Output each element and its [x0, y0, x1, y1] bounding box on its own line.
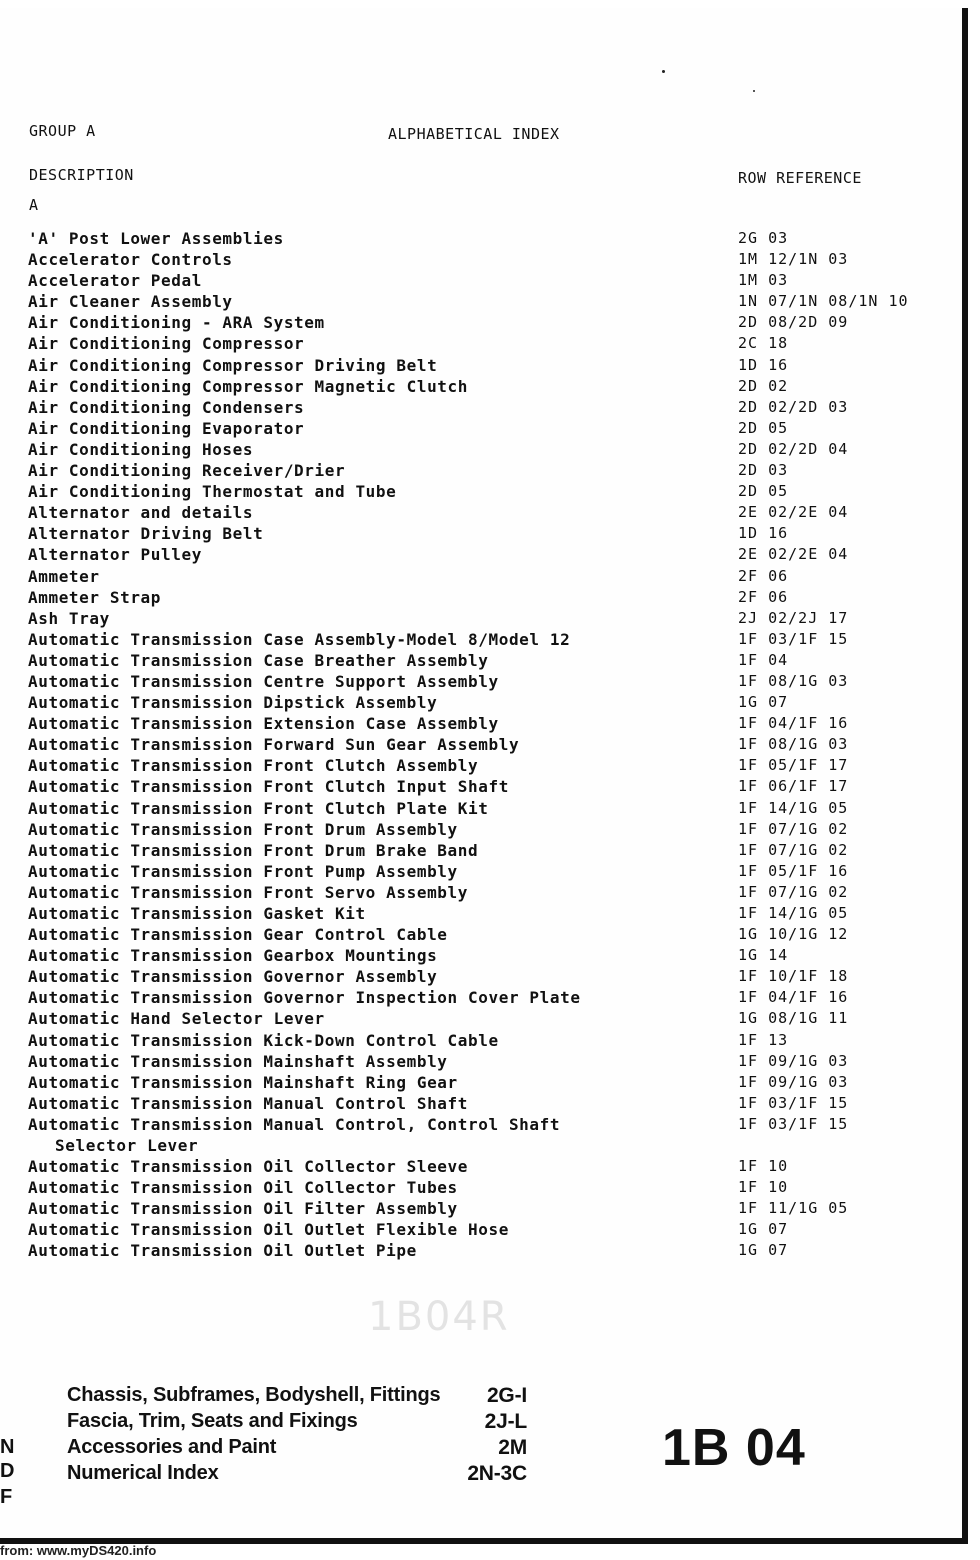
- entry-description-continuation: Selector Lever: [55, 1135, 199, 1155]
- entry-row-reference: 1G 10/1G 12: [738, 925, 849, 944]
- index-entry: [0, 1198, 962, 1219]
- index-entry: [0, 376, 962, 397]
- index-entry: [0, 650, 962, 671]
- entry-row-reference: 1F 07/1G 02: [738, 882, 849, 901]
- entry-description: Automatic Transmission Governor Assembly: [28, 967, 438, 987]
- entry-description: Air Conditioning Hoses: [28, 439, 254, 459]
- index-entry: [0, 1219, 962, 1240]
- entry-description: Air Conditioning - ARA System: [28, 313, 325, 333]
- entry-row-reference: 1D 16: [738, 524, 789, 543]
- entry-description: Automatic Transmission Oil Outlet Pipe: [28, 1241, 417, 1261]
- entry-description: Air Conditioning Thermostat and Tube: [28, 482, 397, 502]
- entry-description: Automatic Transmission Front Clutch Plate Kit: [28, 798, 489, 818]
- entry-description: Automatic Transmission Oil Filter Assembly: [28, 1199, 458, 1219]
- index-entry: [0, 882, 962, 903]
- entry-description: Air Cleaner Assembly: [28, 292, 233, 312]
- entry-description: Automatic Transmission Extension Case Assembly: [28, 714, 499, 734]
- index-entry: [0, 1072, 962, 1093]
- section-letter: A: [29, 196, 39, 214]
- footer-row: [67, 1384, 537, 1410]
- index-entry: [0, 439, 962, 460]
- entry-row-reference: 1G 08/1G 11: [738, 1009, 849, 1028]
- reference-column-header: ROW REFERENCE: [738, 169, 862, 187]
- entry-row-reference: 1F 09/1G 03: [738, 1051, 849, 1070]
- footer-code: 2J-L: [484, 1410, 527, 1433]
- section-footer: [67, 1384, 537, 1488]
- speck: [753, 90, 755, 92]
- index-entry: [0, 566, 962, 587]
- entry-description: 'A' Post Lower Assemblies: [28, 229, 284, 248]
- entry-description: Automatic Transmission Front Clutch Assembly: [28, 756, 479, 776]
- entry-description: Automatic Transmission Front Clutch Input Shaft: [28, 777, 509, 797]
- entry-description: Automatic Transmission Case Breather Assembly: [28, 650, 489, 670]
- index-entry: [0, 608, 962, 629]
- entry-description: Air Conditioning Condensers: [28, 397, 305, 417]
- index-entry: [0, 249, 962, 270]
- index-entry: [0, 523, 962, 544]
- entry-description: Automatic Transmission Gearbox Mountings: [28, 946, 438, 966]
- index-entry: [0, 755, 962, 776]
- entry-description: Ash Tray: [28, 608, 110, 628]
- entry-row-reference: 1F 09/1G 03: [738, 1072, 849, 1091]
- entry-row-reference: 2F 06: [738, 566, 789, 585]
- entry-description: Automatic Transmission Oil Collector Sleeve: [28, 1156, 469, 1176]
- entry-description: Air Conditioning Evaporator: [28, 418, 305, 438]
- index-entry: [0, 1051, 962, 1072]
- entry-description: Air Conditioning Compressor: [28, 334, 305, 354]
- index-entry: [0, 945, 962, 966]
- entry-row-reference: 2F 06: [738, 587, 789, 606]
- entry-description: Automatic Transmission Front Drum Brake Band: [28, 840, 479, 860]
- source-credit: from: www.myDS420.info: [0, 1543, 157, 1558]
- entry-row-reference: 1F 10: [738, 1156, 789, 1175]
- footer-code: 2N-3C: [467, 1462, 527, 1485]
- entry-row-reference: 1G 07: [738, 693, 789, 712]
- entry-row-reference: 1F 05/1F 16: [738, 861, 849, 880]
- footer-label: Numerical Index: [67, 1462, 219, 1484]
- entry-description: Accelerator Controls: [28, 250, 233, 270]
- index-entry: [0, 418, 962, 439]
- index-entry: [0, 924, 962, 945]
- index-entry: [0, 671, 962, 692]
- footer-code: 2M: [498, 1436, 527, 1459]
- footer-label: Chassis, Subframes, Bodyshell, Fittings: [67, 1384, 441, 1406]
- entry-description: Air Conditioning Compressor Magnetic Clutch: [28, 376, 469, 396]
- edge-letter: N: [0, 1436, 15, 1458]
- footer-row: [67, 1410, 537, 1436]
- entry-description: Automatic Transmission Manual Control Shaft: [28, 1093, 469, 1113]
- entry-row-reference: 1G 14: [738, 946, 789, 965]
- entry-description: Automatic Transmission Mainshaft Ring Gear: [28, 1072, 458, 1092]
- footer-row: [67, 1436, 537, 1462]
- entry-row-reference: 1F 04/1F 16: [738, 988, 849, 1007]
- entry-row-reference: 1F 07/1G 02: [738, 840, 849, 859]
- index-entry: [0, 587, 962, 608]
- index-entry: [0, 544, 962, 565]
- entry-row-reference: 2E 02/2E 04: [738, 503, 849, 522]
- entry-row-reference: 2D 03: [738, 461, 789, 480]
- entry-row-reference: 1F 13: [738, 1030, 789, 1049]
- entry-row-reference: 1N 07/1N 08/1N 10: [738, 292, 909, 311]
- entry-description: Accelerator Pedal: [28, 271, 202, 291]
- entry-row-reference: 1F 10/1F 18: [738, 967, 849, 986]
- faded-stamp: 1B04R: [368, 1294, 510, 1340]
- index-entry: [0, 1240, 962, 1261]
- index-entry: [0, 1177, 962, 1198]
- entry-row-reference: 1F 04/1F 16: [738, 714, 849, 733]
- entry-description: Air Conditioning Receiver/Drier: [28, 461, 346, 481]
- page-code: 1B 04: [662, 1419, 806, 1477]
- index-entry: [0, 1008, 962, 1029]
- footer-label: Accessories and Paint: [67, 1436, 277, 1458]
- index-entry: [0, 903, 962, 924]
- entry-description: Automatic Transmission Centre Support Assembly: [28, 671, 499, 691]
- entry-row-reference: 1F 05/1F 17: [738, 756, 849, 775]
- index-entry: [0, 692, 962, 713]
- index-entry: [0, 312, 962, 333]
- entry-description: Air Conditioning Compressor Driving Belt: [28, 355, 438, 375]
- entry-description: Automatic Transmission Oil Collector Tubes: [28, 1178, 458, 1198]
- entry-description: Automatic Transmission Forward Sun Gear Assembly: [28, 735, 520, 755]
- entry-row-reference: 1M 12/1N 03: [738, 250, 849, 269]
- index-entry: [0, 861, 962, 882]
- index-entry: [0, 629, 962, 650]
- entry-description: Alternator and details: [28, 503, 254, 523]
- index-entry: [0, 1093, 962, 1114]
- footer-row: [67, 1462, 537, 1488]
- index-entry: [0, 333, 962, 354]
- speck: [662, 70, 665, 73]
- page-title: ALPHABETICAL INDEX: [388, 125, 560, 143]
- index-entry: [0, 798, 962, 819]
- index-entry: [0, 291, 962, 312]
- entry-description: Automatic Transmission Oil Outlet Flexible Hose: [28, 1220, 509, 1240]
- index-entry: [0, 713, 962, 734]
- index-entry: [0, 502, 962, 523]
- index-entry: [0, 1030, 962, 1051]
- entry-description: Automatic Transmission Front Servo Assembly: [28, 882, 469, 902]
- index-entry: [0, 397, 962, 418]
- footer-code: 2G-I: [486, 1384, 527, 1407]
- entry-row-reference: 2D 05: [738, 482, 789, 501]
- entry-description: Automatic Transmission Dipstick Assembly: [28, 693, 438, 713]
- index-entry: [0, 840, 962, 861]
- index-entry: [0, 776, 962, 797]
- index-entry: [0, 819, 962, 840]
- entry-description: Automatic Hand Selector Lever: [28, 1009, 325, 1029]
- index-entry: [0, 966, 962, 987]
- index-page: [0, 8, 968, 1544]
- entry-row-reference: 1F 04: [738, 650, 789, 669]
- entry-description: Automatic Transmission Governor Inspection Cover Plate: [28, 988, 581, 1008]
- index-entry: [0, 270, 962, 291]
- entry-row-reference: 1D 16: [738, 355, 789, 374]
- entry-row-reference: 1F 07/1G 02: [738, 819, 849, 838]
- index-list: [0, 228, 962, 1261]
- entry-description: Automatic Transmission Mainshaft Assembly: [28, 1051, 448, 1071]
- entry-row-reference: 1F 08/1G 03: [738, 671, 849, 690]
- index-entry: [0, 481, 962, 502]
- index-entry: [0, 1156, 962, 1177]
- entry-row-reference: 1G 07: [738, 1241, 789, 1260]
- entry-row-reference: 2C 18: [738, 334, 789, 353]
- group-label: GROUP A: [29, 122, 96, 140]
- index-entry: [0, 228, 962, 249]
- index-entry: [0, 460, 962, 481]
- index-entry: [0, 987, 962, 1008]
- entry-row-reference: 1F 08/1G 03: [738, 735, 849, 754]
- index-entry: [0, 1114, 962, 1156]
- entry-row-reference: 1F 03/1F 15: [738, 1093, 849, 1112]
- entry-description: Alternator Driving Belt: [28, 524, 264, 544]
- entry-row-reference: 2D 05: [738, 418, 789, 437]
- entry-description: Automatic Transmission Kick-Down Control Cable: [28, 1030, 499, 1050]
- entry-description: Automatic Transmission Gasket Kit: [28, 904, 366, 923]
- entry-description: Automatic Transmission Front Pump Assembly: [28, 861, 458, 881]
- entry-description: Automatic Transmission Gear Control Cable: [28, 925, 448, 945]
- entry-row-reference: 1F 03/1F 15: [738, 1114, 849, 1133]
- edge-letter: F: [0, 1486, 13, 1508]
- entry-row-reference: 1F 03/1F 15: [738, 629, 849, 648]
- entry-row-reference: 2D 08/2D 09: [738, 313, 849, 332]
- footer-label: Fascia, Trim, Seats and Fixings: [67, 1410, 358, 1432]
- index-entry: [0, 355, 962, 376]
- index-entry: [0, 734, 962, 755]
- description-column-header: DESCRIPTION: [29, 166, 134, 184]
- edge-letter: D: [0, 1460, 15, 1482]
- entry-row-reference: 1F 11/1G 05: [738, 1199, 849, 1218]
- entry-row-reference: 2D 02/2D 03: [738, 397, 849, 416]
- entry-description: Automatic Transmission Front Drum Assembly: [28, 819, 458, 839]
- entry-row-reference: 2E 02/2E 04: [738, 545, 849, 564]
- entry-description: Alternator Pulley: [28, 545, 202, 565]
- entry-description: Ammeter: [28, 566, 100, 586]
- entry-row-reference: 1F 14/1G 05: [738, 798, 849, 817]
- entry-row-reference: 1F 10: [738, 1178, 789, 1197]
- entry-description: Automatic Transmission Manual Control, Control Shaft: [28, 1114, 561, 1134]
- entry-description: Ammeter Strap: [28, 587, 162, 607]
- entry-row-reference: 1F 06/1F 17: [738, 777, 849, 796]
- entry-row-reference: 1F 14/1G 05: [738, 904, 849, 922]
- entry-row-reference: 2D 02: [738, 376, 789, 395]
- entry-row-reference: 1M 03: [738, 271, 789, 290]
- entry-row-reference: 2D 02/2D 04: [738, 439, 849, 458]
- entry-row-reference: 1G 07: [738, 1220, 789, 1239]
- entry-description: Automatic Transmission Case Assembly-Model 8/Model 12: [28, 629, 571, 649]
- entry-row-reference: 2G 03: [738, 229, 789, 247]
- entry-row-reference: 2J 02/2J 17: [738, 608, 849, 627]
